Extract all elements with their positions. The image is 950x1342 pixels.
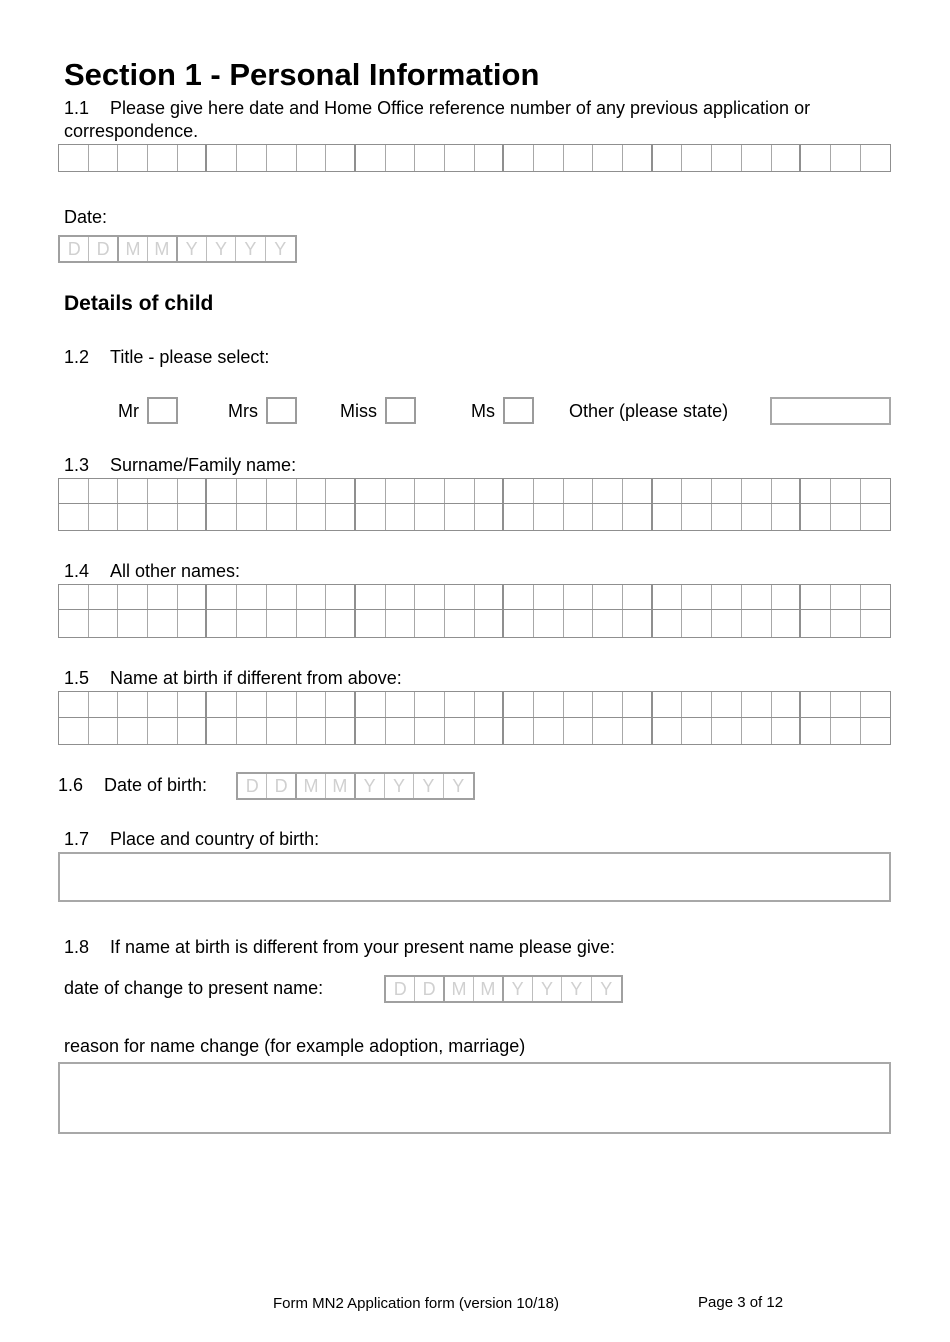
char-cell[interactable]	[861, 718, 891, 744]
char-cell[interactable]	[861, 145, 891, 171]
char-cell[interactable]	[59, 504, 89, 530]
date-char-cell[interactable]: M	[474, 977, 503, 1001]
date-char-cell[interactable]: D	[267, 774, 296, 798]
char-cell[interactable]	[89, 692, 119, 717]
date-char-cell[interactable]: D	[386, 977, 415, 1001]
char-cell[interactable]	[59, 692, 89, 717]
char-cell[interactable]	[207, 718, 237, 744]
char-cell[interactable]	[682, 585, 712, 609]
char-cell[interactable]	[326, 479, 356, 503]
char-cell[interactable]	[861, 479, 891, 503]
char-cell[interactable]	[534, 479, 564, 503]
char-cell[interactable]	[89, 504, 119, 530]
date-char-cell[interactable]: Y	[504, 977, 533, 1001]
title-mrs-checkbox[interactable]	[266, 397, 297, 424]
date-char-cell[interactable]: Y	[207, 237, 236, 261]
char-cell[interactable]	[801, 479, 831, 503]
char-cell[interactable]	[326, 718, 356, 744]
char-cell[interactable]	[475, 585, 505, 609]
char-cell[interactable]	[118, 479, 148, 503]
char-cell[interactable]	[267, 610, 297, 637]
char-cell[interactable]	[445, 479, 475, 503]
char-cell[interactable]	[504, 718, 534, 744]
char-cell[interactable]	[772, 610, 802, 637]
char-cell[interactable]	[564, 692, 594, 717]
char-cell[interactable]	[356, 585, 386, 609]
title-other-label: Other (please state)	[569, 401, 729, 421]
question-number: 1.5	[64, 668, 90, 688]
date-char-cell[interactable]: M	[326, 774, 355, 798]
char-cell[interactable]	[623, 610, 653, 637]
char-cell[interactable]	[356, 610, 386, 637]
date-char-cell[interactable]: Y	[414, 774, 443, 798]
char-cell[interactable]	[267, 504, 297, 530]
char-cell[interactable]	[682, 504, 712, 530]
char-cell[interactable]	[207, 692, 237, 717]
char-cell[interactable]	[297, 718, 327, 744]
other-names-grid-row[interactable]	[58, 610, 891, 638]
char-cell[interactable]	[178, 692, 208, 717]
char-cell[interactable]	[534, 692, 564, 717]
char-cell[interactable]	[89, 585, 119, 609]
char-cell[interactable]	[593, 145, 623, 171]
question-1-5-label	[64, 667, 402, 689]
char-cell[interactable]	[386, 692, 416, 717]
char-cell[interactable]	[534, 145, 564, 171]
title-miss-checkbox[interactable]	[385, 397, 416, 424]
char-cell[interactable]	[326, 585, 356, 609]
char-cell[interactable]	[712, 145, 742, 171]
char-cell[interactable]	[326, 692, 356, 717]
question-text: Name at birth if different from above:	[110, 668, 402, 688]
char-cell[interactable]	[772, 145, 802, 171]
char-cell[interactable]	[445, 718, 475, 744]
char-cell[interactable]	[534, 610, 564, 637]
char-cell[interactable]	[623, 692, 653, 717]
char-cell[interactable]	[534, 718, 564, 744]
char-cell[interactable]	[178, 610, 208, 637]
char-cell[interactable]	[267, 479, 297, 503]
name-at-birth-grid	[58, 691, 891, 745]
char-cell[interactable]	[297, 479, 327, 503]
char-cell[interactable]	[742, 585, 772, 609]
char-cell[interactable]	[237, 692, 267, 717]
char-cell[interactable]	[861, 585, 891, 609]
char-cell[interactable]	[653, 504, 683, 530]
char-cell[interactable]	[564, 585, 594, 609]
char-cell[interactable]	[682, 610, 712, 637]
date-char-cell[interactable]: Y	[356, 774, 385, 798]
char-cell[interactable]	[445, 145, 475, 171]
char-cell[interactable]	[178, 718, 208, 744]
char-cell[interactable]	[237, 504, 267, 530]
char-cell[interactable]	[356, 504, 386, 530]
date-char-cell[interactable]: Y	[385, 774, 414, 798]
question-1-1-label	[64, 97, 810, 119]
char-cell[interactable]	[831, 504, 861, 530]
title-option-miss-label: Miss	[340, 401, 377, 421]
date-char-cell[interactable]: D	[415, 977, 444, 1001]
char-cell[interactable]	[653, 692, 683, 717]
char-cell[interactable]	[653, 145, 683, 171]
footer-page-number: Page 3 of 12	[698, 1294, 784, 1311]
char-cell[interactable]	[712, 504, 742, 530]
question-text: Date of birth:	[104, 775, 208, 795]
char-cell[interactable]	[356, 479, 386, 503]
char-cell[interactable]	[237, 145, 267, 171]
char-cell[interactable]	[237, 479, 267, 503]
char-cell[interactable]	[623, 479, 653, 503]
char-cell[interactable]	[712, 479, 742, 503]
char-cell[interactable]	[386, 145, 416, 171]
other-names-grid-row[interactable]	[58, 584, 891, 610]
date-char-cell[interactable]: D	[60, 237, 89, 261]
char-cell[interactable]	[356, 145, 386, 171]
char-cell[interactable]	[445, 692, 475, 717]
question-text: Surname/Family name:	[110, 455, 297, 475]
char-cell[interactable]	[297, 692, 327, 717]
char-cell[interactable]	[297, 504, 327, 530]
char-cell[interactable]	[415, 145, 445, 171]
char-cell[interactable]	[237, 718, 267, 744]
char-cell[interactable]	[861, 504, 891, 530]
char-cell[interactable]	[801, 610, 831, 637]
char-cell[interactable]	[831, 692, 861, 717]
date-char-cell[interactable]: D	[238, 774, 267, 798]
question-text: If name at birth is different from your present name please give:	[110, 937, 615, 957]
char-cell[interactable]	[415, 585, 445, 609]
char-cell[interactable]	[831, 479, 861, 503]
question-text: Please give here date and Home Office reference number of any previous application or	[110, 98, 811, 118]
char-cell[interactable]	[118, 718, 148, 744]
char-cell[interactable]	[712, 610, 742, 637]
char-cell[interactable]	[682, 718, 712, 744]
char-cell[interactable]	[297, 610, 327, 637]
char-cell[interactable]	[148, 479, 178, 503]
char-cell[interactable]	[504, 610, 534, 637]
char-cell[interactable]	[742, 692, 772, 717]
char-cell[interactable]	[534, 504, 564, 530]
name-at-birth-grid-row[interactable]	[58, 691, 891, 718]
char-cell[interactable]	[623, 585, 653, 609]
char-cell[interactable]	[386, 504, 416, 530]
char-cell[interactable]	[267, 585, 297, 609]
char-cell[interactable]	[742, 479, 772, 503]
char-cell[interactable]	[475, 692, 505, 717]
char-cell[interactable]	[623, 718, 653, 744]
reason-for-change-input[interactable]	[58, 1062, 891, 1134]
char-cell[interactable]	[742, 504, 772, 530]
date-char-cell[interactable]: Y	[562, 977, 591, 1001]
char-cell[interactable]	[178, 479, 208, 503]
char-cell[interactable]	[801, 692, 831, 717]
char-cell[interactable]	[267, 718, 297, 744]
reason-for-change-label: reason for name change (for example adoption, marriage)	[64, 1036, 526, 1056]
char-cell[interactable]	[682, 479, 712, 503]
surname-grid-row[interactable]	[58, 478, 891, 504]
question-number: 1.8	[64, 937, 90, 957]
question-text: Place and country of birth:	[110, 829, 320, 849]
char-cell[interactable]	[237, 585, 267, 609]
other-names-grid	[58, 584, 891, 638]
char-cell[interactable]	[564, 145, 594, 171]
question-number: 1.7	[64, 829, 90, 849]
char-cell[interactable]	[207, 479, 237, 503]
char-cell[interactable]	[178, 585, 208, 609]
char-cell[interactable]	[148, 692, 178, 717]
char-cell[interactable]	[772, 692, 802, 717]
char-cell[interactable]	[564, 479, 594, 503]
char-cell[interactable]	[267, 145, 297, 171]
date-char-cell[interactable]: Y	[236, 237, 265, 261]
char-cell[interactable]	[148, 610, 178, 637]
char-cell[interactable]	[118, 610, 148, 637]
char-cell[interactable]	[593, 585, 623, 609]
char-cell[interactable]	[801, 718, 831, 744]
char-cell[interactable]	[356, 718, 386, 744]
char-cell[interactable]	[831, 610, 861, 637]
char-cell[interactable]	[801, 585, 831, 609]
char-cell[interactable]	[89, 479, 119, 503]
char-cell[interactable]	[59, 610, 89, 637]
date-char-cell[interactable]: M	[119, 237, 148, 261]
char-cell[interactable]	[772, 504, 802, 530]
date-label: Date:	[64, 207, 108, 227]
title-option-mr-label: Mr	[118, 401, 139, 421]
char-cell[interactable]	[415, 692, 445, 717]
char-cell[interactable]	[207, 610, 237, 637]
reference-number-grid[interactable]	[58, 144, 891, 172]
char-cell[interactable]	[653, 479, 683, 503]
char-cell[interactable]	[89, 718, 119, 744]
char-cell[interactable]	[148, 585, 178, 609]
previous-application-date-input[interactable]	[58, 235, 297, 263]
char-cell[interactable]	[415, 504, 445, 530]
char-cell[interactable]	[831, 718, 861, 744]
char-cell[interactable]	[475, 504, 505, 530]
char-cell[interactable]	[712, 718, 742, 744]
char-cell[interactable]	[593, 610, 623, 637]
date-char-cell[interactable]: Y	[533, 977, 562, 1001]
char-cell[interactable]	[475, 479, 505, 503]
char-cell[interactable]	[564, 610, 594, 637]
date-of-change-label: date of change to present name:	[64, 978, 324, 998]
question-number: 1.6	[58, 775, 84, 795]
char-cell[interactable]	[593, 479, 623, 503]
char-cell[interactable]	[712, 585, 742, 609]
char-cell[interactable]	[742, 718, 772, 744]
question-text: Title - please select:	[110, 347, 270, 367]
char-cell[interactable]	[593, 718, 623, 744]
surname-grid	[58, 478, 891, 531]
char-cell[interactable]	[59, 718, 89, 744]
char-cell[interactable]	[504, 145, 534, 171]
char-cell[interactable]	[59, 145, 89, 171]
date-char-cell[interactable]: M	[148, 237, 177, 261]
char-cell[interactable]	[445, 504, 475, 530]
date-char-cell[interactable]: Y	[178, 237, 207, 261]
char-cell[interactable]	[475, 610, 505, 637]
char-cell[interactable]	[772, 718, 802, 744]
char-cell[interactable]	[682, 145, 712, 171]
place-of-birth-input[interactable]	[58, 852, 891, 902]
char-cell[interactable]	[326, 610, 356, 637]
char-cell[interactable]	[59, 479, 89, 503]
char-cell[interactable]	[653, 610, 683, 637]
question-number: 1.2	[64, 347, 90, 367]
title-option-ms-label: Ms	[471, 401, 495, 421]
title-mr-checkbox[interactable]	[147, 397, 178, 424]
char-cell[interactable]	[475, 145, 505, 171]
char-cell[interactable]	[326, 504, 356, 530]
question-1-4-label	[64, 560, 240, 582]
details-of-child-heading: Details of child	[64, 292, 214, 315]
name-at-birth-grid-row[interactable]	[58, 718, 891, 745]
char-cell[interactable]	[148, 718, 178, 744]
char-cell[interactable]	[386, 479, 416, 503]
char-cell[interactable]	[267, 692, 297, 717]
title-other-input[interactable]	[770, 397, 891, 425]
footer-form-name: Form MN2 Application form (version 10/18)	[273, 1295, 559, 1312]
char-cell[interactable]	[297, 585, 327, 609]
char-cell[interactable]	[118, 692, 148, 717]
char-cell[interactable]	[386, 718, 416, 744]
char-cell[interactable]	[178, 145, 208, 171]
char-cell[interactable]	[297, 145, 327, 171]
question-1-7-label	[64, 828, 319, 850]
char-cell[interactable]	[475, 718, 505, 744]
char-cell[interactable]	[89, 610, 119, 637]
char-cell[interactable]	[653, 585, 683, 609]
char-cell[interactable]	[207, 504, 237, 530]
title-ms-checkbox[interactable]	[503, 397, 534, 424]
char-cell[interactable]	[742, 145, 772, 171]
char-cell[interactable]	[415, 479, 445, 503]
char-cell[interactable]	[504, 504, 534, 530]
char-cell[interactable]	[237, 610, 267, 637]
char-cell[interactable]	[653, 718, 683, 744]
char-cell[interactable]	[801, 504, 831, 530]
char-cell[interactable]	[593, 504, 623, 530]
char-cell[interactable]	[118, 504, 148, 530]
char-cell[interactable]	[801, 145, 831, 171]
title-option-mrs-label: Mrs	[228, 401, 258, 421]
date-of-birth-input[interactable]	[236, 772, 475, 800]
char-cell[interactable]	[445, 585, 475, 609]
question-number: 1.3	[64, 455, 90, 475]
char-cell[interactable]	[593, 692, 623, 717]
char-cell[interactable]	[59, 585, 89, 609]
char-cell[interactable]	[772, 585, 802, 609]
char-cell[interactable]	[682, 692, 712, 717]
question-1-2-label	[64, 346, 269, 368]
question-1-3-label	[64, 454, 296, 476]
surname-grid-row[interactable]	[58, 504, 891, 531]
char-cell[interactable]	[118, 145, 148, 171]
char-cell[interactable]	[564, 504, 594, 530]
char-cell[interactable]	[534, 585, 564, 609]
char-cell[interactable]	[326, 145, 356, 171]
char-cell[interactable]	[564, 718, 594, 744]
char-cell[interactable]	[207, 585, 237, 609]
question-1-1-label-cont: correspondence.	[64, 121, 199, 141]
char-cell[interactable]	[445, 610, 475, 637]
date-of-change-input[interactable]	[384, 975, 623, 1003]
date-char-cell[interactable]: M	[297, 774, 326, 798]
char-cell[interactable]	[207, 145, 237, 171]
char-cell[interactable]	[504, 479, 534, 503]
date-char-cell[interactable]: D	[89, 237, 118, 261]
char-cell[interactable]	[861, 692, 891, 717]
char-cell[interactable]	[415, 610, 445, 637]
char-cell[interactable]	[148, 504, 178, 530]
char-cell[interactable]	[504, 585, 534, 609]
date-char-cell[interactable]: Y	[600, 979, 613, 999]
char-cell[interactable]	[742, 610, 772, 637]
char-cell[interactable]	[831, 145, 861, 171]
question-1-8-label	[64, 936, 615, 958]
date-char-cell[interactable]: Y	[274, 239, 287, 259]
question-number: 1.1	[64, 98, 90, 118]
char-cell[interactable]	[504, 692, 534, 717]
section-title: Section 1 - Personal Information	[64, 57, 540, 92]
char-cell[interactable]	[831, 585, 861, 609]
char-cell[interactable]	[89, 145, 119, 171]
char-cell[interactable]	[415, 718, 445, 744]
date-char-cell[interactable]: M	[445, 977, 474, 1001]
char-cell[interactable]	[356, 692, 386, 717]
date-char-cell[interactable]: Y	[452, 776, 465, 796]
question-number: 1.4	[64, 561, 90, 581]
char-cell[interactable]	[148, 145, 178, 171]
char-cell[interactable]	[178, 504, 208, 530]
question-1-6-label	[58, 774, 207, 796]
char-cell[interactable]	[623, 504, 653, 530]
char-cell[interactable]	[861, 610, 891, 637]
char-cell[interactable]	[386, 610, 416, 637]
question-text: All other names:	[110, 561, 241, 581]
char-cell[interactable]	[623, 145, 653, 171]
char-cell[interactable]	[772, 479, 802, 503]
char-cell[interactable]	[386, 585, 416, 609]
char-cell[interactable]	[712, 692, 742, 717]
char-cell[interactable]	[118, 585, 148, 609]
